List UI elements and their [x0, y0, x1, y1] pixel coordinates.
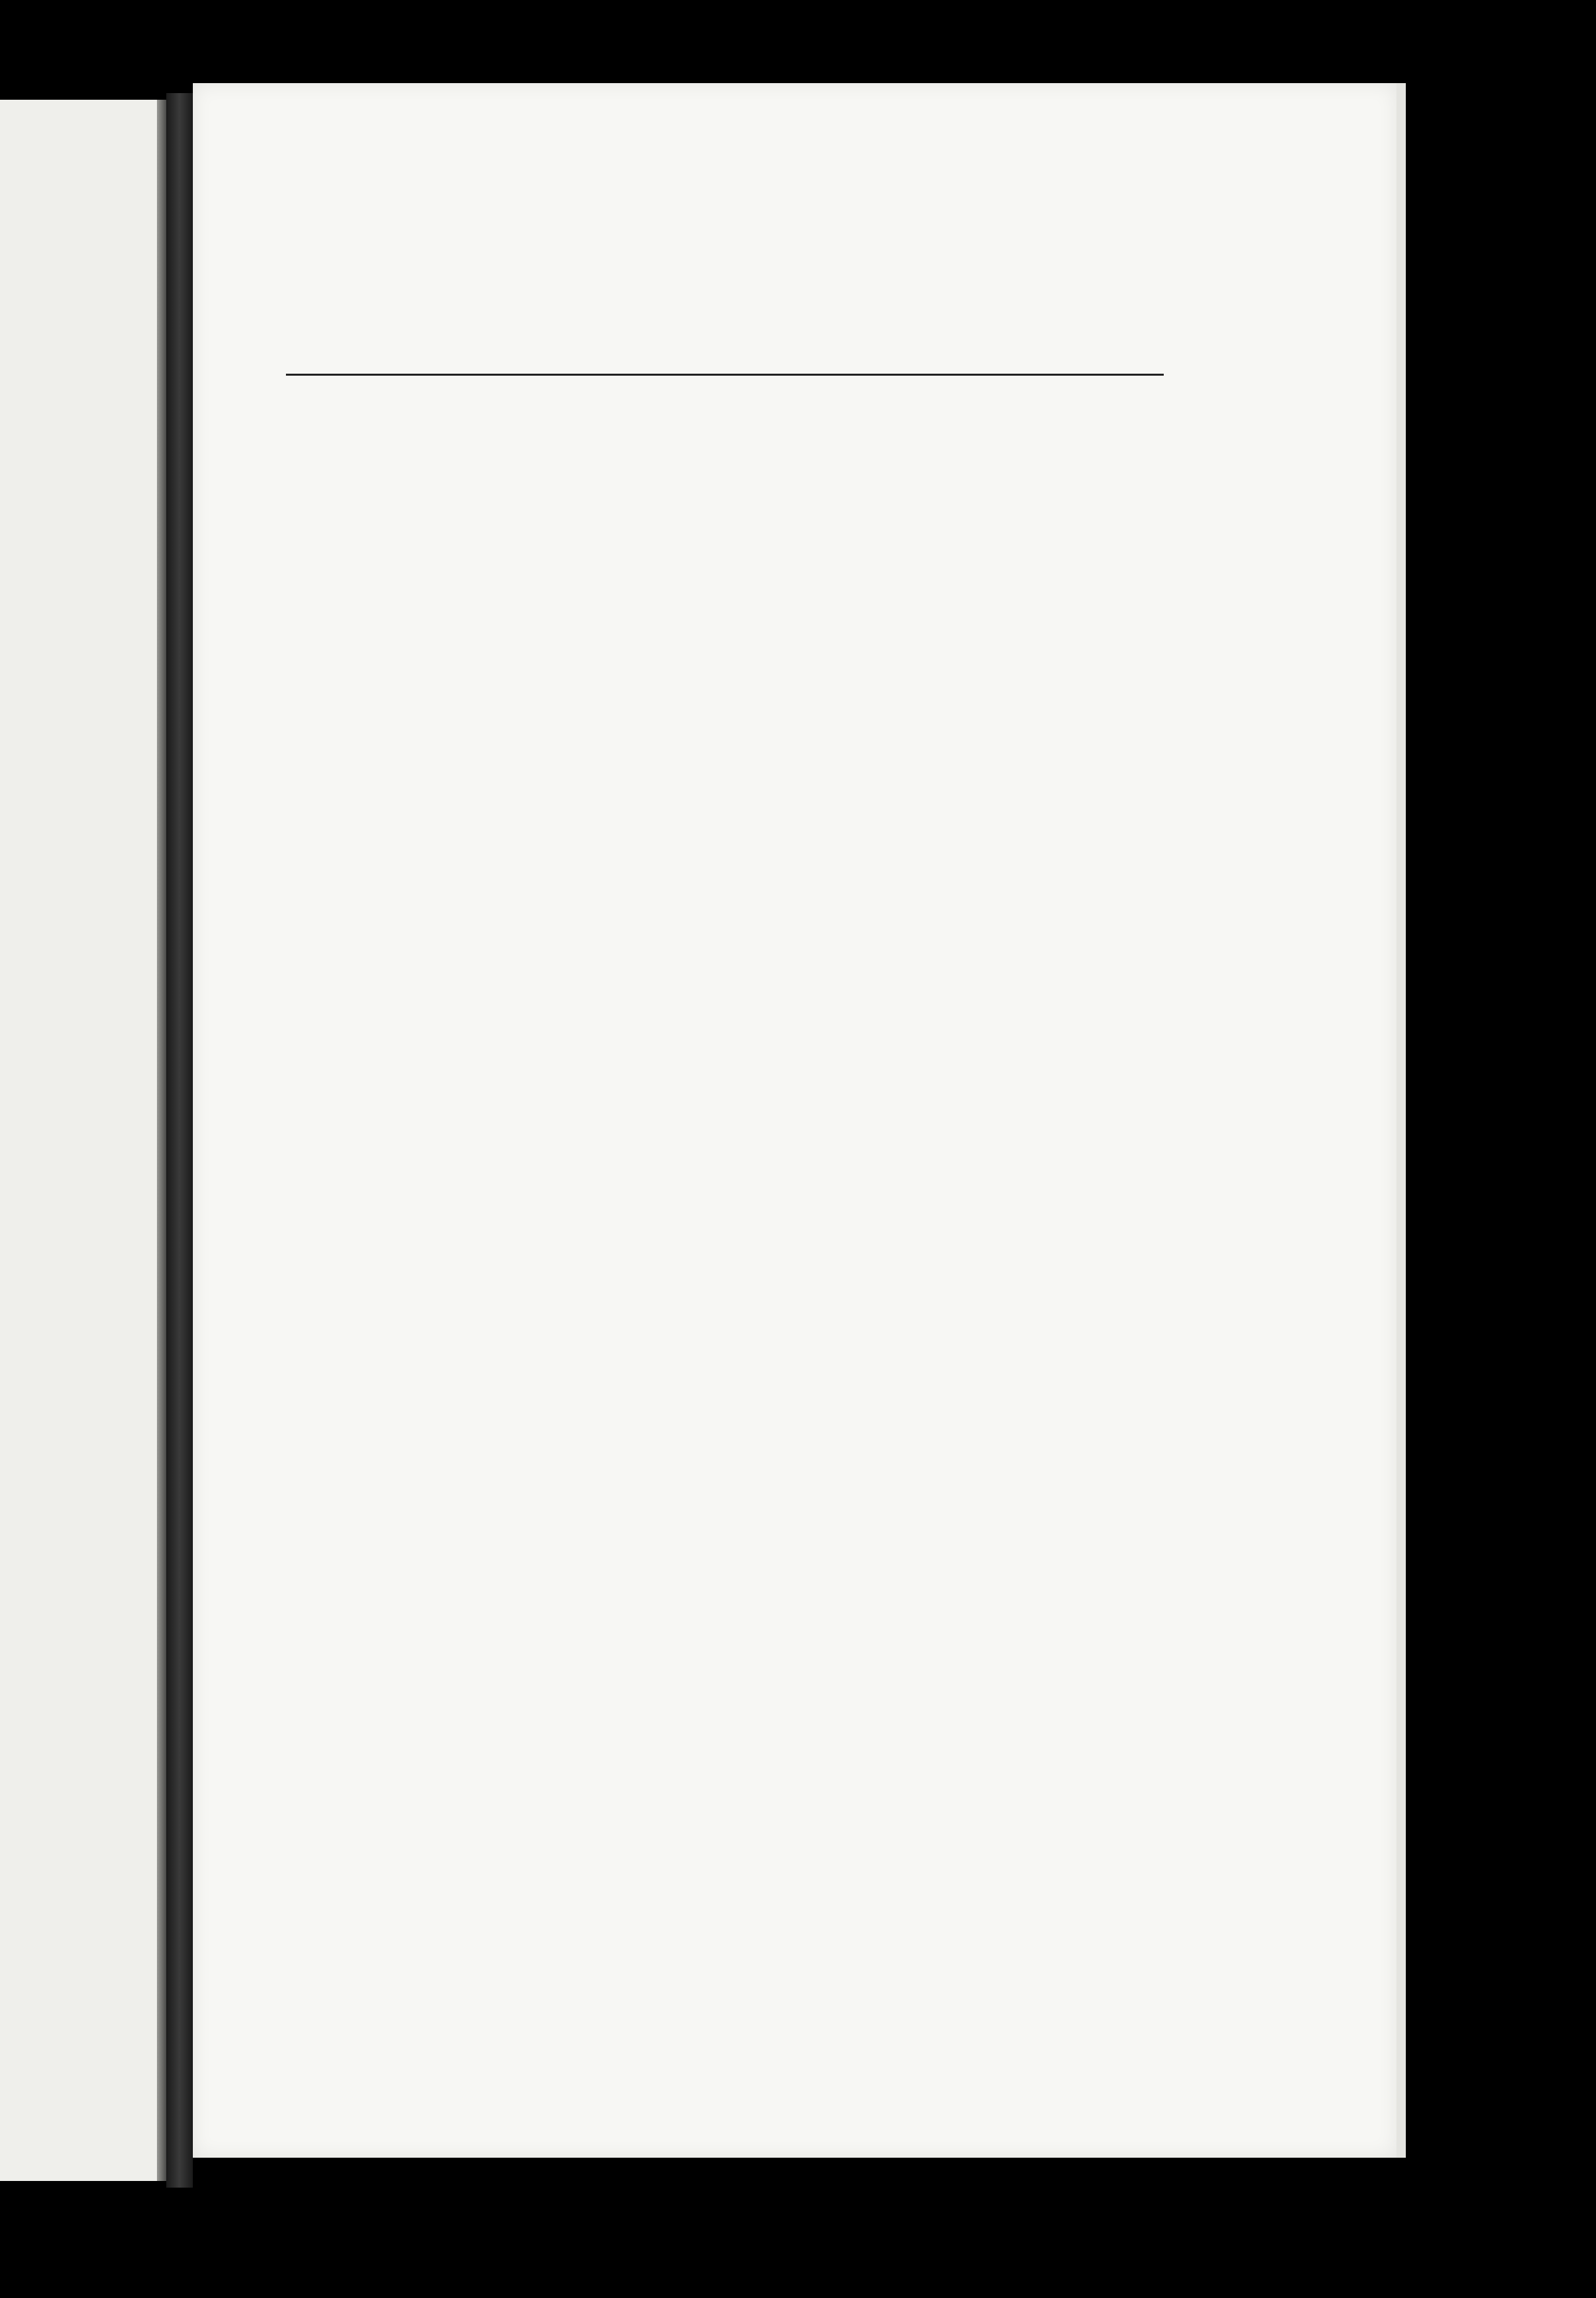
left-facing-page	[0, 100, 166, 2181]
page-edge	[1396, 83, 1406, 2158]
page	[193, 83, 1396, 2158]
book-gutter	[166, 93, 193, 2188]
running-header	[286, 332, 1164, 376]
